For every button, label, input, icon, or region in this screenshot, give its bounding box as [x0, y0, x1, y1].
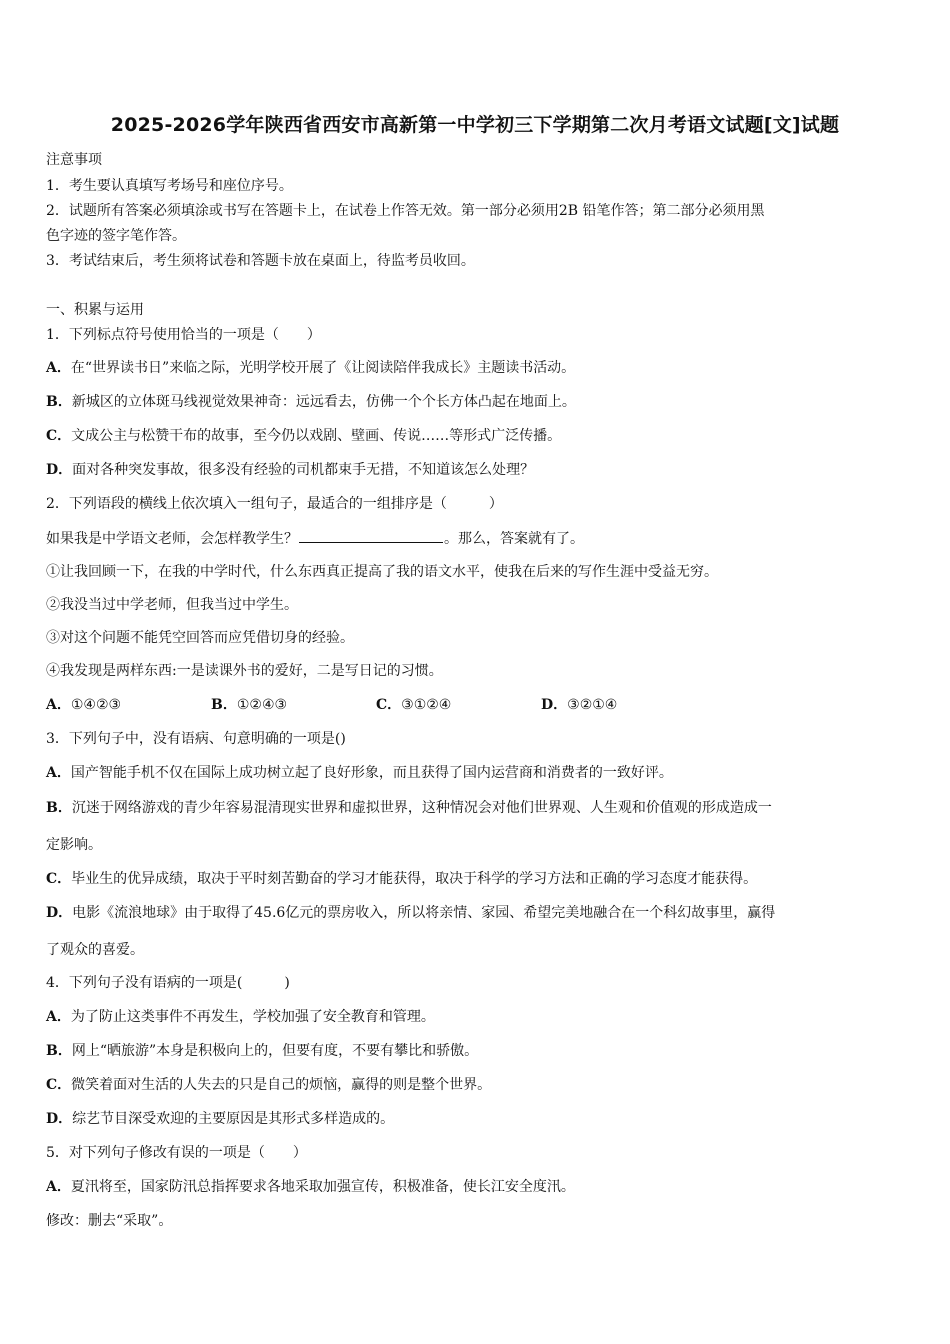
option-label: D． [541, 697, 568, 713]
option-label: A． [46, 360, 71, 376]
q2-passage [46, 528, 584, 549]
option-text: ①④②③ [70, 697, 122, 713]
section-heading: 一、积累与运用 [46, 302, 144, 318]
passage-after: 。那么，答案就有了。 [444, 531, 584, 547]
q2-options [46, 695, 706, 715]
option-text: ①②④③ [236, 697, 288, 713]
page-title: 2025-2026学年陕西省西安市高新第一中学初三下学期第二次月考语文试题[文]试题 [110, 114, 840, 136]
q3-option-d [46, 903, 775, 923]
notice-item: 色字迹的签字笔作答。 [46, 228, 186, 244]
question-5-stem: 5．对下列句子修改有误的一项是（ ） [46, 1145, 307, 1161]
option-label: C． [376, 697, 402, 713]
option-label: C． [46, 1077, 72, 1093]
option-text: 微笑着面对生活的人失去的只是自己的烦恼，赢得的则是整个世界。 [71, 1077, 492, 1093]
q3-option-b [46, 798, 772, 818]
question-3-stem: 3．下列句子中，没有语病、句意明确的一项是() [46, 731, 346, 747]
answer-blank [299, 528, 443, 543]
q4-option-a [46, 1007, 435, 1027]
option-label: A． [46, 1009, 71, 1025]
q5-revision: 修改：删去“采取”。 [46, 1213, 173, 1229]
q4-option-d [46, 1109, 394, 1129]
q1-option-d [46, 460, 534, 480]
q2-option-a [46, 695, 211, 715]
option-label: C． [46, 428, 72, 444]
q1-option-c [46, 426, 561, 446]
q2-sentence: ④我发现是两样东西:一是读课外书的爱好，二是写日记的习惯。 [46, 663, 443, 679]
question-2-stem: 2．下列语段的横线上依次填入一组句子，最适合的一组排序是（ ） [46, 496, 503, 512]
option-label: A． [46, 697, 71, 713]
notice-heading: 注意事项 [46, 152, 102, 168]
option-text: 综艺节目深受欢迎的主要原因是其形式多样造成的。 [72, 1111, 395, 1127]
q2-sentence: ①让我回顾一下，在我的中学时代，什么东西真正提高了我的语文水平，使我在后来的写作生涯中受益无穷。 [46, 564, 718, 580]
option-label: B． [46, 1043, 72, 1059]
option-text: 沉迷于网络游戏的青少年容易混清现实世界和虚拟世界，这种情况会对他们世界观、人生观和价值观的形成造成一 [71, 800, 772, 816]
q3-option-a [46, 763, 673, 783]
q5-option-a [46, 1177, 575, 1197]
option-text: 面对各种突发事故，很多没有经验的司机都束手无措，不知道该怎么处理？ [72, 462, 535, 478]
option-label: D． [46, 1111, 73, 1127]
option-label: D． [46, 905, 73, 921]
option-label: B． [46, 394, 72, 410]
option-label: C． [46, 871, 72, 887]
notice-item: 3．考试结束后，考生须将试卷和答题卡放在桌面上，待监考员收回。 [46, 253, 475, 269]
q2-sentence: ②我没当过中学老师，但我当过中学生。 [46, 597, 298, 613]
notice-item: 2．试题所有答案必须填涂或书写在答题卡上，在试卷上作答无效。第一部分必须用2B 铅笔作答；第二部分必须用黑 [46, 203, 765, 219]
option-text: 国产智能手机不仅在国际上成功树立起了良好形象，而且获得了国内运营商和消费者的一致好评。 [70, 765, 673, 781]
option-label: A． [46, 1179, 71, 1195]
q4-option-c [46, 1075, 491, 1095]
option-text: 在“世界读书日”来临之际，光明学校开展了《让阅读陪伴我成长》主题读书活动。 [70, 360, 576, 376]
option-label: B． [46, 800, 72, 816]
q3-option-b-cont: 定影响。 [46, 837, 102, 853]
option-label: A． [46, 765, 71, 781]
notice-item: 1．考生要认真填写考场号和座位序号。 [46, 178, 293, 194]
option-text: 为了防止这类事件不再发生，学校加强了安全教育和管理。 [70, 1009, 435, 1025]
option-text: 文成公主与松赞干布的故事，至今仍以戏剧、壁画、传说……等形式广泛传播。 [71, 428, 562, 444]
q2-option-b [211, 695, 376, 715]
q3-option-c [46, 869, 757, 889]
q2-sentence: ③对这个问题不能凭空回答而应凭借切身的经验。 [46, 630, 354, 646]
q1-option-a [46, 358, 575, 378]
q2-option-d [541, 695, 706, 715]
question-1-stem: 1．下列标点符号使用恰当的一项是（ ） [46, 327, 321, 343]
option-text: 网上“晒旅游”本身是积极向上的，但要有度，不要有攀比和骄傲。 [71, 1043, 479, 1059]
option-label: B． [211, 697, 237, 713]
option-text: 新城区的立体斑马线视觉效果神奇：远远看去，仿佛一个个长方体凸起在地面上。 [71, 394, 576, 410]
passage-before: 如果我是中学语文老师，会怎样教学生？ [46, 531, 298, 547]
q2-option-c [376, 695, 541, 715]
option-text: 电影《流浪地球》由于取得了45.6亿元的票房收入，所以将亲情、家园、希望完美地融合在一个科幻故事里，赢得 [72, 905, 776, 921]
q4-option-b [46, 1041, 478, 1061]
option-text: ③②①④ [567, 697, 618, 713]
option-text: ③①②④ [401, 697, 452, 713]
q3-option-d-cont: 了观众的喜爱。 [46, 942, 144, 958]
option-label: D． [46, 462, 73, 478]
option-text: 毕业生的优异成绩，取决于平时刻苦勤奋的学习才能获得，取决于科学的学习方法和正确的学习态度才能获得。 [71, 871, 758, 887]
option-text: 夏汛将至，国家防汛总指挥要求各地采取加强宣传，积极准备，使长江安全度汛。 [70, 1179, 575, 1195]
question-4-stem: 4．下列句子没有语病的一项是( ) [46, 975, 290, 991]
q1-option-b [46, 392, 576, 412]
